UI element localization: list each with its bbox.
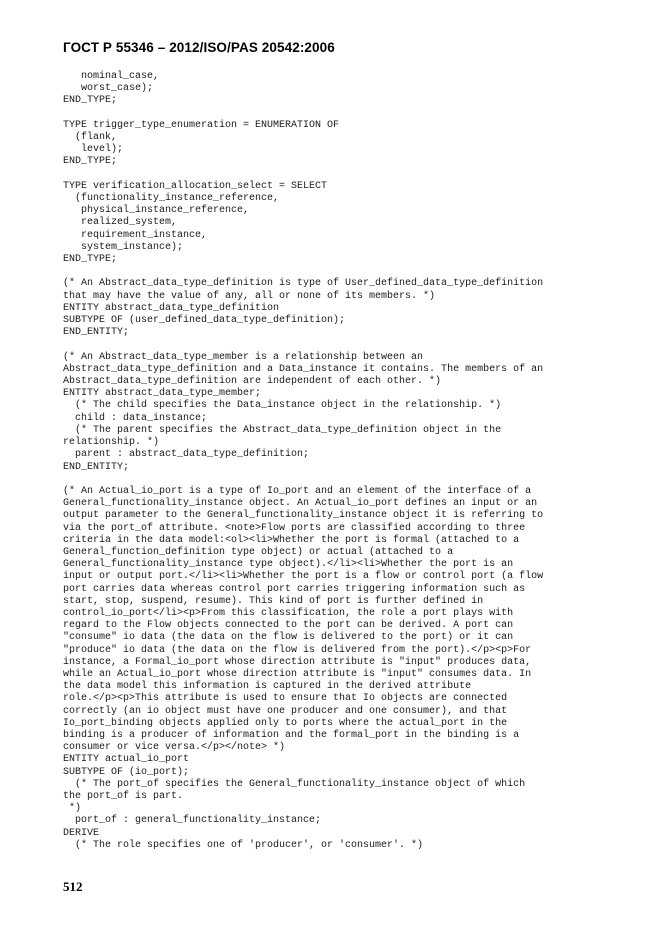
code-line: (* The parent specifies the Abstract_data_type_definition object in the (63, 424, 502, 436)
page-number: 512 (63, 879, 83, 894)
express-code-listing (63, 71, 543, 852)
code-line: Abstract_data_type_definition are independent of each other. *) (63, 376, 442, 388)
code-line: END_ENTITY; (63, 327, 130, 339)
code-line: output parameter to the General_functionality_instance object it is referring to (63, 510, 544, 522)
code-line: worst_case); (63, 83, 154, 95)
code-line: child : data_instance; (63, 412, 208, 424)
code-line: TYPE trigger_type_enumeration = ENUMERATION OF (63, 119, 340, 131)
code-line: SUBTYPE OF (io_port); (63, 766, 190, 778)
code-line: requirement_instance, (63, 229, 208, 241)
code-line: physical_instance_reference, (63, 205, 250, 217)
code-line: General_functionality_instance object. An Actual_io_port defines an input or an (63, 498, 538, 510)
code-line: role.</p><p>This attribute is used to ensure that Io objects are connected (63, 693, 508, 705)
code-line: port carries data whereas control port carries triggering information such as (63, 583, 526, 595)
code-line: TYPE verification_allocation_select = SELECT (63, 180, 328, 192)
code-line: the port_of is part. (63, 790, 184, 802)
code-line: level); (63, 144, 124, 156)
code-line: that may have the value of any, all or none of its members. *) (63, 290, 436, 302)
code-line: start, stop, suspend, resume). This kind of port is further defined in (63, 595, 484, 607)
code-line: system_instance); (63, 241, 184, 253)
code-line: (* An Abstract_data_type_member is a relationship between an (63, 351, 424, 363)
code-line: (* The role specifies one of 'producer', or 'consumer'. *) (63, 839, 424, 851)
code-line: (* An Actual_io_port is a type of Io_port and an element of the interface of a (63, 485, 532, 497)
code-line: DERIVE (63, 827, 100, 839)
code-line: input or output port.</li><li>Whether the port is a flow or control port (a flow (63, 571, 544, 583)
code-line: the data model this information is captured in the derived attribute (63, 681, 472, 693)
code-line: nominal_case, (63, 71, 160, 82)
code-line: relationship. *) (63, 437, 160, 449)
code-line: (* The child specifies the Data_instance object in the relationship. *) (63, 400, 502, 412)
code-line: correctly (an io object must have one producer and one consumer), and that (63, 705, 508, 717)
code-line: ENTITY abstract_data_type_definition (63, 302, 280, 314)
code-line: "consume" io data (the data on the flow is delivered to the port) or it can (63, 632, 514, 644)
code-line: General_functionality_instance type object).</li><li>Whether the port is an (63, 559, 514, 571)
code-line: criteria in the data model:<ol><li>Whether the port is formal (attached to a (63, 534, 520, 546)
code-line: ENTITY actual_io_port (63, 754, 190, 766)
code-line: "produce" io data (the data on the flow is delivered from the port).</p><p>For (63, 644, 532, 656)
code-line: General_function_definition type object) or actual (attached to a (63, 546, 454, 558)
code-line: END_ENTITY; (63, 461, 130, 473)
code-line: END_TYPE; (63, 95, 118, 107)
code-line: instance, a Formal_io_port whose direction attribute is "input" produces data, (63, 656, 532, 668)
code-line: END_TYPE; (63, 156, 118, 168)
code-line: parent : abstract_data_type_definition; (63, 449, 310, 461)
code-line: (functionality_instance_reference, (63, 193, 280, 205)
code-line: regard to the Flow objects connected to the port can be derived. A port can (63, 620, 514, 632)
code-line: binding is a producer of information and the formal_port in the binding is a (63, 729, 520, 741)
code-line: (* An Abstract_data_type_definition is type of User_defined_data_type_definition (63, 278, 544, 290)
code-line: realized_system, (63, 217, 178, 229)
standard-title: ГОСТ Р 55346 – 2012/ISO/PAS 20542:2006 (63, 40, 335, 55)
code-line: port_of : general_functionality_instance; (63, 815, 322, 827)
code-line: via the port_of attribute. <note>Flow ports are classified according to three (63, 522, 526, 534)
code-line: consumer or vice versa.</p></note> *) (63, 742, 286, 754)
code-line: END_TYPE; (63, 254, 118, 266)
code-line: *) (63, 803, 82, 815)
code-line: Abstract_data_type_definition and a Data_instance it contains. The members of an (63, 363, 544, 375)
code-line: while an Actual_io_port whose direction attribute is "input" consumes data. In (63, 668, 532, 680)
code-line: ENTITY abstract_data_type_member; (63, 388, 262, 400)
code-line: Io_port_binding objects applied only to ports where the actual_port in the (63, 717, 508, 729)
code-line: (* The port_of specifies the General_functionality_instance object of which (63, 778, 526, 790)
code-line: (flank, (63, 132, 118, 144)
code-line: control_io_port</li><p>From this classification, the role a port plays with (63, 607, 514, 619)
code-line: SUBTYPE OF (user_defined_data_type_definition); (63, 315, 346, 327)
